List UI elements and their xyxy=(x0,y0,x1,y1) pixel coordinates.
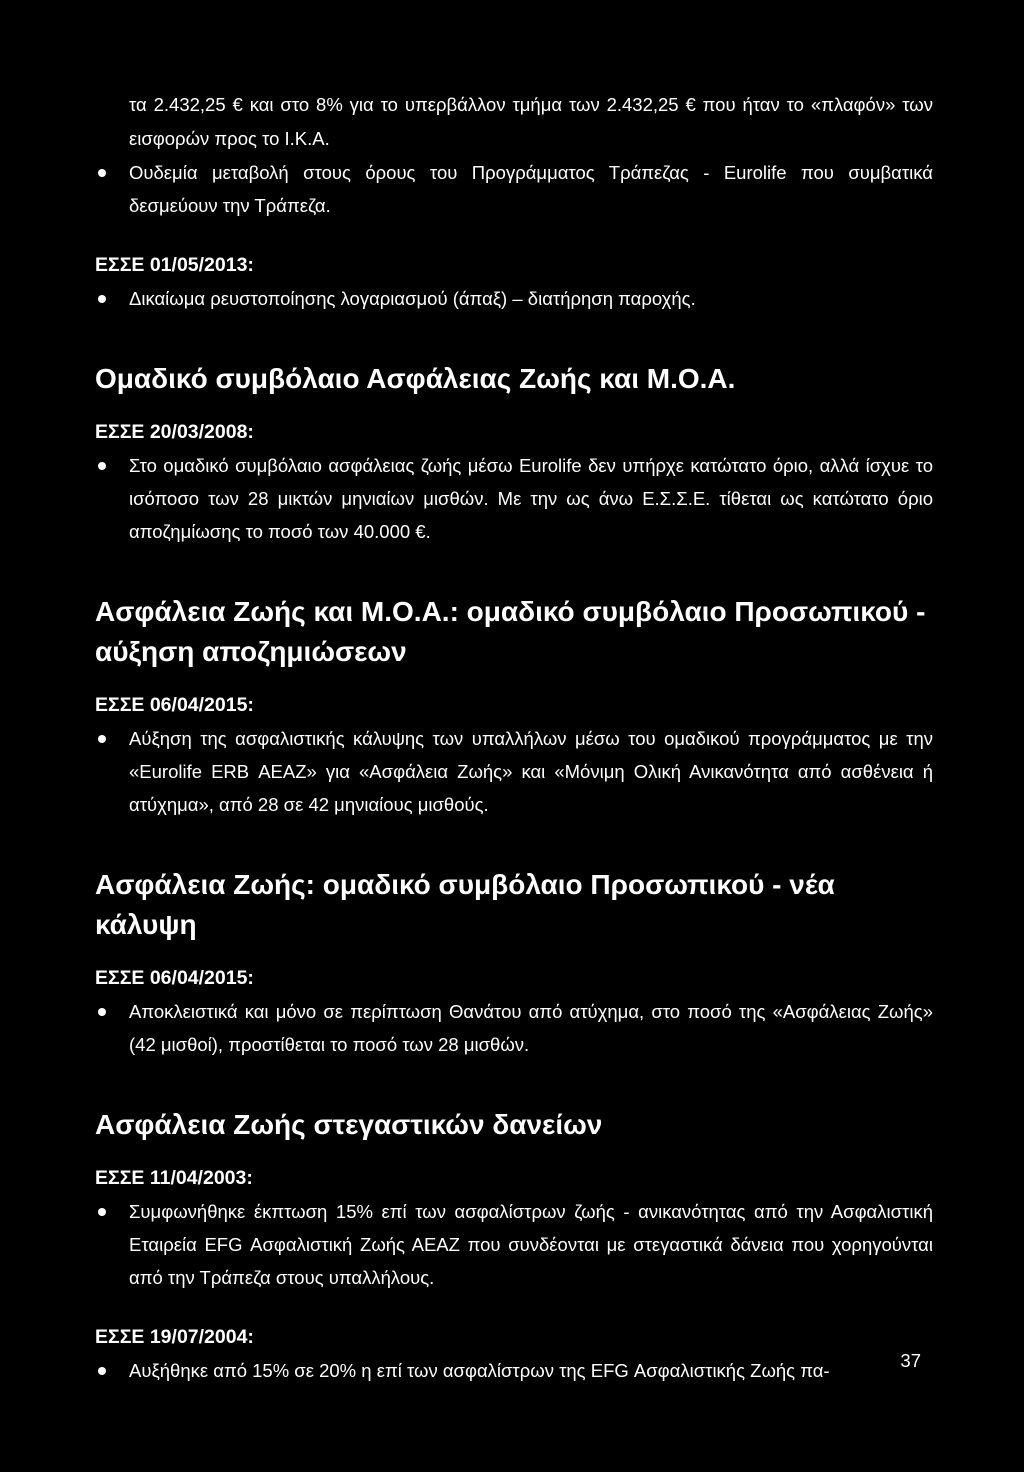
bullet-icon xyxy=(98,1208,106,1216)
bullet-item xyxy=(95,722,933,821)
section-heading: Ομαδικό συμβόλαιο Ασφάλειας Ζωής και Μ.Ο.Α. xyxy=(95,363,736,394)
bullet-text: Στο ομαδικό συμβόλαιο ασφάλειας ζωής μέσω Eurolife δεν υπήρχε κατώτατο όριο, αλλά ίσχυε το ισόποσο των 28 μικτών μηνιαίων μισθών. Με την ως άνω Ε.Σ.Σ.Ε. τίθεται ως κατώτατο όριο αποζημίωσης το ποσό των 40.000 €. xyxy=(129,455,933,542)
bullet-text: Ουδεμία μεταβολή στους όρους του Προγράμματος Τράπεζας - Eurolife που συμβατικά δεσμεύουν την Τράπεζα. xyxy=(129,162,933,216)
agreement-date: ΕΣΣΕ 20/03/2008: xyxy=(95,421,254,443)
bullet-text: Αυξήθηκε από 15% σε 20% η επί των ασφαλίστρων της EFG Ασφαλιστικής Ζωής πα- xyxy=(129,1360,830,1381)
page-content xyxy=(95,88,933,1387)
bullet-text: Αύξηση της ασφαλιστικής κάλυψης των υπαλλήλων μέσω του ομαδικού προγράμματος με την «Eurolife ERB ΑΕΑΖ» για «Ασφάλεια Ζωής» και «Μόνιμη Ολική Ανικανότητα από ασθένεια ή ατύχημα», από 28 σε 42 μηνιαίους μισθούς. xyxy=(129,728,933,815)
bullet-item xyxy=(95,1195,933,1294)
bullet-icon xyxy=(98,1367,106,1375)
bullet-text: Δικαίωμα ρευστοποίησης λογαριασμού (άπαξ) – διατήρηση παροχής. xyxy=(129,288,696,309)
bullet-icon xyxy=(98,1008,106,1016)
section-heading: Ασφάλεια Ζωής στεγαστικών δανείων xyxy=(95,1109,603,1140)
bullet-item xyxy=(95,995,933,1061)
bullet-icon xyxy=(98,735,106,743)
agreement-date: ΕΣΣΕ 06/04/2015: xyxy=(95,967,254,989)
bullet-item xyxy=(95,449,933,548)
bullet-item xyxy=(95,1354,933,1387)
bullet-icon xyxy=(98,462,106,470)
section-heading: Ασφάλεια Ζωής και Μ.Ο.Α.: ομαδικό συμβόλαιο Προσωπικού - αύξηση αποζημιώσεων xyxy=(95,596,926,667)
bullet-icon xyxy=(98,169,106,177)
agreement-date: ΕΣΣΕ 19/07/2004: xyxy=(95,1326,254,1348)
agreement-date: ΕΣΣΕ 06/04/2015: xyxy=(95,694,254,716)
agreement-date: ΕΣΣΕ 11/04/2003: xyxy=(95,1167,253,1189)
bullet-item xyxy=(95,282,933,315)
agreement-date: ΕΣΣΕ 01/05/2013: xyxy=(95,254,254,276)
bullet-text: Συμφωνήθηκε έκπτωση 15% επί των ασφαλίστρων ζωής - ανικανότητας από την Ασφαλιστική Εταιρεία EFG Ασφαλιστική Ζωής ΑΕΑΖ που συνδέονται με στεγαστικά δάνεια που χορηγούνται από την Τράπεζα στους υπαλλήλους. xyxy=(129,1201,933,1288)
section-heading: Ασφάλεια Ζωής: ομαδικό συμβόλαιο Προσωπικού - νέα κάλυψη xyxy=(95,869,835,940)
bullet-icon xyxy=(98,295,106,303)
bullet-item xyxy=(95,156,933,222)
page-number: 37 xyxy=(900,1350,921,1371)
bullet-text: Αποκλειστικά και μόνο σε περίπτωση Θανάτου από ατύχημα, στο ποσό της «Ασφάλειας Ζωής» (42 μισθοί), προστίθεται το ποσό των 28 μισθών. xyxy=(129,1001,933,1055)
continued-paragraph: τα 2.432,25 € και στο 8% για το υπερβάλλον τμήμα των 2.432,25 € που ήταν το «πλαφόν» των εισφορών προς το Ι.Κ.Α. xyxy=(129,94,933,149)
